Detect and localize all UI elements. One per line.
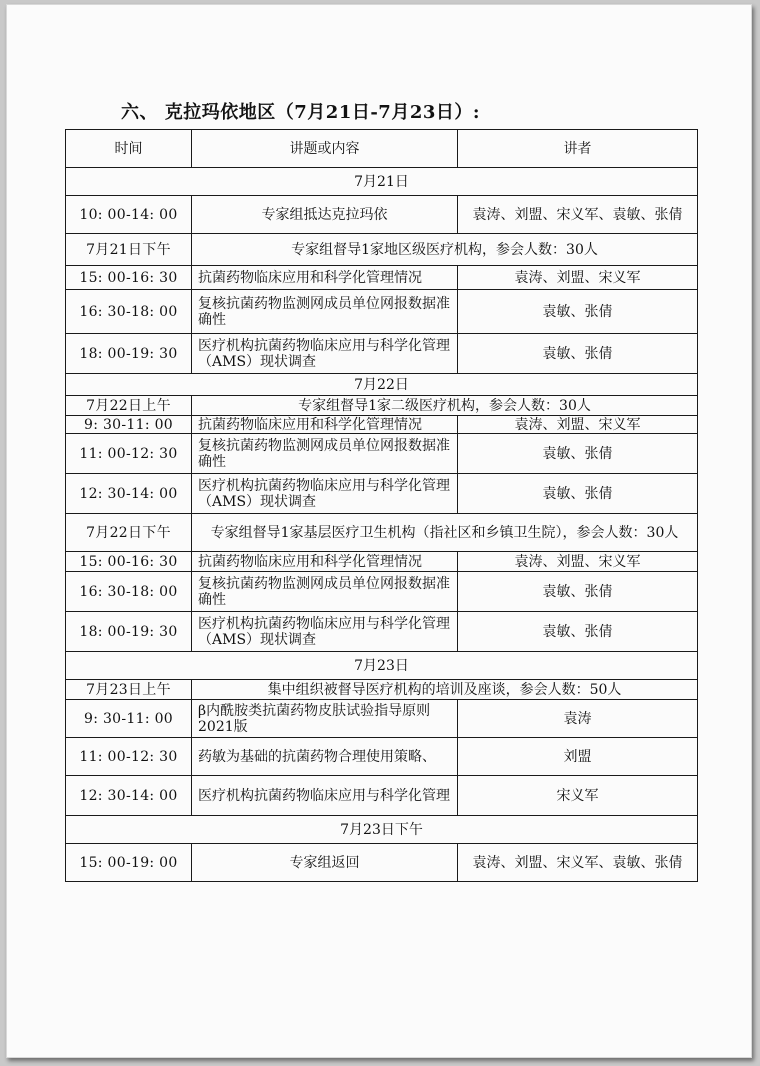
time-cell: 12: 30-14: 00 [66, 776, 192, 816]
session-description: 专家组督导1家基层医疗卫生机构（指社区和乡镇卫生院），参会人数：30人 [192, 514, 698, 552]
topic-cell: 专家组抵达克拉玛依 [192, 196, 458, 234]
session-time: 7月23日上午 [66, 680, 192, 700]
table-row [66, 552, 698, 572]
session-time: 7月22日下午 [66, 514, 192, 552]
day-label: 7月22日 [66, 374, 698, 396]
day-row [66, 816, 698, 844]
time-cell: 15: 00-19: 00 [66, 844, 192, 882]
session-row [66, 234, 698, 266]
speaker-cell: 袁敏、张倩 [458, 334, 698, 374]
table-row [66, 334, 698, 374]
session-row [66, 680, 698, 700]
time-cell: 15: 00-16: 30 [66, 552, 192, 572]
day-row [66, 374, 698, 396]
topic-cell: 复核抗菌药物监测网成员单位网报数据准确性 [192, 290, 458, 334]
document-page [6, 4, 752, 1058]
time-cell: 12: 30-14: 00 [66, 474, 192, 514]
topic-cell: 抗菌药物临床应用和科学化管理情况 [192, 266, 458, 290]
schedule-table-body [66, 130, 698, 882]
topic-cell: 复核抗菌药物监测网成员单位网报数据准确性 [192, 572, 458, 612]
session-time: 7月21日下午 [66, 234, 192, 266]
table-row [66, 844, 698, 882]
column-header: 时间 [66, 130, 192, 168]
time-cell: 10: 00-14: 00 [66, 196, 192, 234]
time-cell: 9: 30-11: 00 [66, 700, 192, 738]
day-row [66, 652, 698, 680]
schedule-table [65, 129, 698, 882]
time-cell: 16: 30-18: 00 [66, 572, 192, 612]
column-header: 讲题或内容 [192, 130, 458, 168]
table-row [66, 434, 698, 474]
table-row [66, 776, 698, 816]
speaker-cell: 宋义军 [458, 776, 698, 816]
table-row [66, 700, 698, 738]
table-row [66, 738, 698, 776]
speaker-cell: 袁涛、刘盟、宋义军、袁敏、张倩 [458, 196, 698, 234]
session-description: 集中组织被督导医疗机构的培训及座谈，参会人数：50人 [192, 680, 698, 700]
time-cell: 11: 00-12: 30 [66, 738, 192, 776]
topic-cell: 复核抗菌药物监测网成员单位网报数据准确性 [192, 434, 458, 474]
speaker-cell: 袁涛、刘盟、宋义军、袁敏、张倩 [458, 844, 698, 882]
speaker-cell: 袁涛、刘盟、宋义军 [458, 416, 698, 434]
speaker-cell: 袁敏、张倩 [458, 474, 698, 514]
speaker-cell: 刘盟 [458, 738, 698, 776]
section-heading: 六、 克拉玛依地区（7月21日-7月23日）: [121, 102, 481, 123]
speaker-cell: 袁涛、刘盟、宋义军 [458, 266, 698, 290]
speaker-cell: 袁涛 [458, 700, 698, 738]
topic-cell: 抗菌药物临床应用和科学化管理情况 [192, 552, 458, 572]
speaker-cell: 袁敏、张倩 [458, 572, 698, 612]
table-row [66, 474, 698, 514]
day-row [66, 168, 698, 196]
table-row [66, 196, 698, 234]
table-row [66, 416, 698, 434]
table-header-row [66, 130, 698, 168]
time-cell: 11: 00-12: 30 [66, 434, 192, 474]
topic-cell: 专家组返回 [192, 844, 458, 882]
speaker-cell: 袁涛、刘盟、宋义军 [458, 552, 698, 572]
time-cell: 15: 00-16: 30 [66, 266, 192, 290]
day-label: 7月21日 [66, 168, 698, 196]
table-row [66, 266, 698, 290]
session-row [66, 514, 698, 552]
session-description: 专家组督导1家二级医疗机构，参会人数：30人 [192, 396, 698, 416]
topic-cell: 医疗机构抗菌药物临床应用与科学化管理 [192, 776, 458, 816]
table-row [66, 290, 698, 334]
day-label: 7月23日 [66, 652, 698, 680]
time-cell: 18: 00-19: 30 [66, 612, 192, 652]
session-row [66, 396, 698, 416]
topic-cell: 医疗机构抗菌药物临床应用与科学化管理（AMS）现状调查 [192, 474, 458, 514]
time-cell: 18: 00-19: 30 [66, 334, 192, 374]
time-cell: 9: 30-11: 00 [66, 416, 192, 434]
topic-cell: 抗菌药物临床应用和科学化管理情况 [192, 416, 458, 434]
topic-cell: β内酰胺类抗菌药物皮肤试验指导原则2021版 [192, 700, 458, 738]
session-description: 专家组督导1家地区级医疗机构，参会人数：30人 [192, 234, 698, 266]
table-row [66, 612, 698, 652]
topic-cell: 药敏为基础的抗菌药物合理使用策略、 [192, 738, 458, 776]
speaker-cell: 袁敏、张倩 [458, 434, 698, 474]
topic-cell: 医疗机构抗菌药物临床应用与科学化管理（AMS）现状调查 [192, 612, 458, 652]
day-label: 7月23日下午 [66, 816, 698, 844]
table-row [66, 572, 698, 612]
speaker-cell: 袁敏、张倩 [458, 290, 698, 334]
column-header: 讲者 [458, 130, 698, 168]
time-cell: 16: 30-18: 00 [66, 290, 192, 334]
speaker-cell: 袁敏、张倩 [458, 612, 698, 652]
topic-cell: 医疗机构抗菌药物临床应用与科学化管理（AMS）现状调查 [192, 334, 458, 374]
session-time: 7月22日上午 [66, 396, 192, 416]
